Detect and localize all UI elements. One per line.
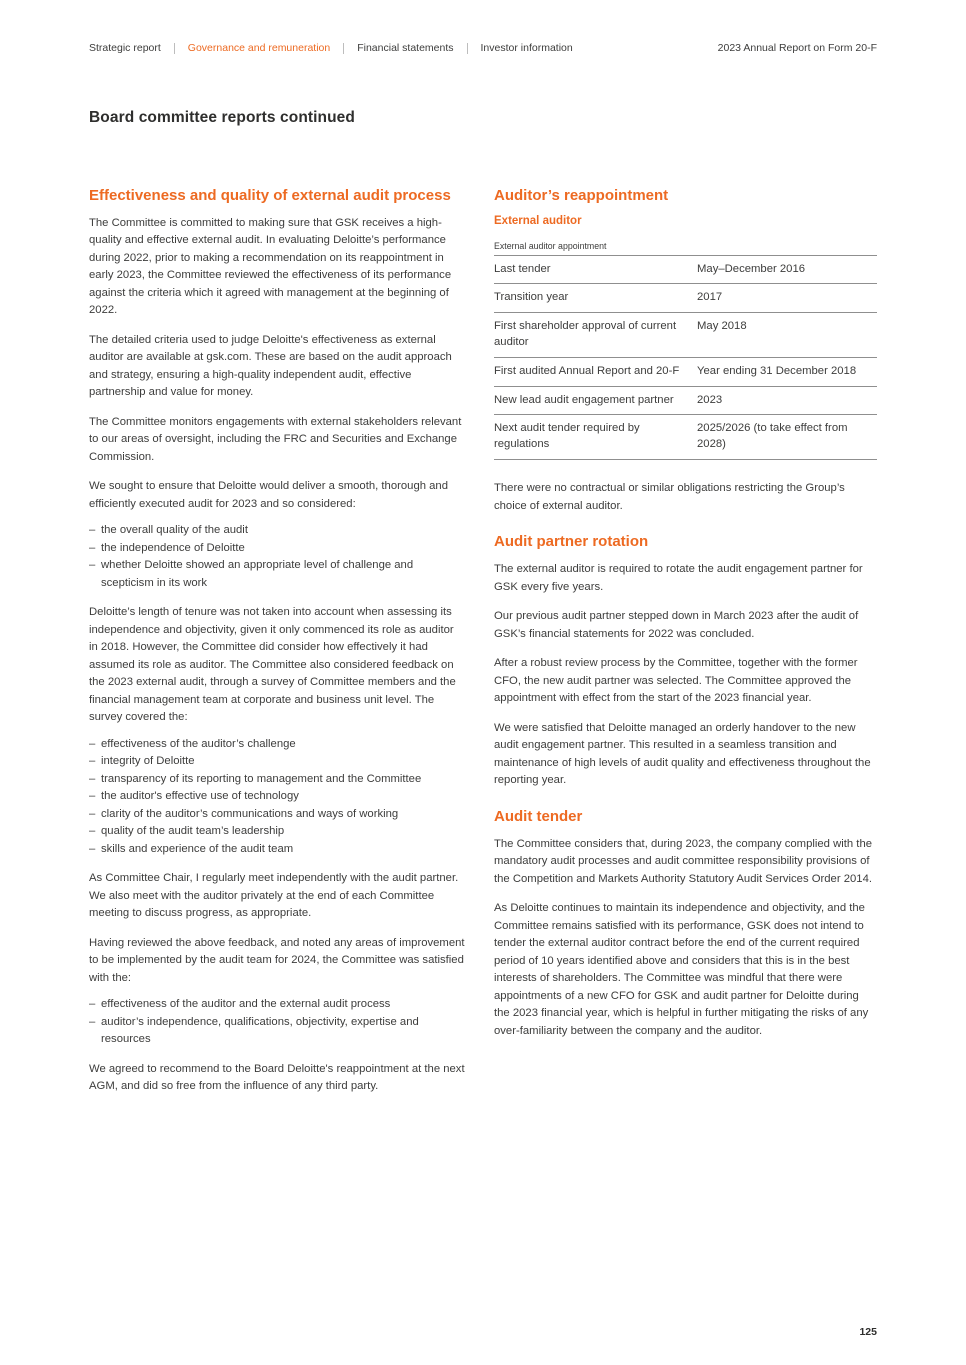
paragraph: We agreed to recommend to the Board Deloitte's reappointment at the next AGM, and did so free from the influence of any third party. [89, 1062, 465, 1093]
paragraph: Our previous audit partner stepped down in March 2023 after the audit of GSK’s financial statements for 2022 was concluded. [494, 610, 859, 640]
paragraph: Having reviewed the above feedback, and noted any areas of improvement to be implemented by the audit team for 2024, the Committee was satisfied with the: [89, 936, 465, 984]
table-row-value: 2025/2026 (to take effect from 2028) [697, 422, 848, 451]
list-item: – effectiveness of the auditor and the external audit process [89, 996, 465, 1014]
paragraph: The detailed criteria used to judge Deloitte's effectiveness as external auditor are available at gsk.com. These are based on the audit approach and strategy, ensuring a high-quality independent audit, effective partnership and value for money. [89, 333, 452, 399]
list-item: – the auditor's effective use of technology [89, 788, 465, 806]
paragraph: Deloitte’s length of tenure was not taken into account when assessing its independence and objectivity, given it only commenced its role as auditor in 2018. However, the Committee did consider how effectively it had assumed its role as auditor. The Committee also considered feedback on the 2023 external audit, through a survey of Committee members and the financial management team at corporate and business unit level. The survey covered the: [89, 606, 456, 724]
subsection-heading-external-auditor: External auditor [494, 214, 582, 227]
table-caption: External auditor appointment [494, 241, 877, 256]
bullet-list-audit-considerations [89, 522, 465, 592]
bullet-list-satisfaction [89, 996, 465, 1049]
page-title: Board committee reports continued [89, 108, 355, 126]
list-item: – the overall quality of the audit [89, 522, 465, 540]
nav-item-governance-remuneration[interactable]: Governance and remuneration [187, 42, 331, 54]
right-column [494, 185, 877, 1108]
bullet-list-survey-topics [89, 736, 465, 859]
list-item: – integrity of Deloitte [89, 753, 465, 771]
nav-item-financial-statements[interactable]: Financial statements [357, 42, 454, 54]
nav-item-investor-information[interactable]: Investor information [480, 42, 573, 54]
section-heading-audit-partner-rotation: Audit partner rotation [494, 533, 649, 551]
table-row [494, 284, 877, 313]
table-row-label: First shareholder approval of current auditor [494, 320, 677, 349]
table-row-value: Year ending 31 December 2018 [697, 364, 857, 377]
paragraph: The Committee considers that, during 2023, the company complied with the mandatory audit processes and audit committee responsibility provisions of the Competition and Markets Authority Statutory Audit Services Order 2014. [494, 837, 873, 885]
nav-separator [467, 43, 468, 54]
paragraph: We sought to ensure that Deloitte would deliver a smooth, thorough and efficiently executed audit for 2023 and so considered: [89, 480, 449, 510]
list-item: – skills and experience of the audit team [89, 841, 465, 859]
table-row [494, 358, 877, 387]
left-column [89, 185, 465, 1108]
section-heading-effectiveness: Effectiveness and quality of external audit process [89, 186, 451, 204]
paragraph: There were no contractual or similar obligations restricting the Group’s choice of external auditor. [494, 482, 845, 512]
external-auditor-appointment-table [494, 241, 877, 461]
paragraph: As Committee Chair, I regularly meet independently with the audit partner. We also meet with the auditor privately at the end of each Committee meeting to discuss progress, as appropriate. [89, 872, 459, 920]
two-column-layout [89, 185, 877, 1108]
paragraph: As Deloitte continues to maintain its independence and objectivity, and the Committee remains satisfied with its performance, GSK does not intend to tender the external auditor contract before the end of the current required period of 10 years identified above and considers that this is in the best interests of shareholders. The Committee was mindful that there were appointments of a new CFO for GSK and audit partner for Deloitte during the 2023 financial year, which is helpful in further mitigating the risks of any over-familiarity between the company and the auditor. [494, 902, 869, 1037]
table-row-label: First audited Annual Report and 20-F [494, 364, 680, 377]
list-item: – clarity of the auditor’s communications and ways of working [89, 806, 465, 824]
list-item: – effectiveness of the auditor’s challenge [89, 736, 465, 754]
table-row [494, 256, 877, 285]
top-navigation [89, 42, 877, 55]
paragraph: The external auditor is required to rotate the audit engagement partner for GSK every five years. [494, 563, 863, 593]
paragraph: After a robust review process by the Committee, together with the former CFO, the new audit partner was selected. The Committee approved the appointment with effect from the start of the 2023 financial year. [494, 657, 858, 705]
table-row-label: Last tender [494, 262, 551, 275]
section-heading-auditors-reappointment: Auditor’s reappointment [494, 186, 669, 204]
table-row-value: 2023 [697, 393, 723, 406]
list-item: – transparency of its reporting to management and the Committee [89, 771, 465, 789]
table-row-value: 2017 [697, 291, 723, 304]
list-item: – auditor’s independence, qualifications, objectivity, expertise and resources [89, 1014, 465, 1049]
list-item: – quality of the audit team’s leadership [89, 823, 465, 841]
paragraph: The Committee monitors engagements with external stakeholders relevant to our areas of oversight, including the FRC and Securities and Exchange Commission. [89, 415, 462, 463]
list-item: – the independence of Deloitte [89, 540, 465, 558]
table-row-value: May–December 2016 [697, 262, 806, 275]
table-row [494, 313, 877, 358]
table-row-label: Next audit tender required by regulations [494, 422, 640, 451]
nav-item-strategic-report[interactable]: Strategic report [89, 42, 161, 54]
table-row-label: New lead audit engagement partner [494, 393, 674, 406]
table-row-value: May 2018 [697, 320, 747, 333]
nav-separator [174, 43, 175, 54]
list-item: – whether Deloitte showed an appropriate level of challenge and scepticism in its work [89, 557, 465, 592]
table-row-label: Transition year [494, 291, 569, 304]
page-number: 125 [859, 1326, 877, 1338]
nav-separator [343, 43, 344, 54]
table-row [494, 415, 877, 460]
table-row [494, 387, 877, 416]
paragraph: We were satisfied that Deloitte managed an orderly handover to the new audit engagement partner. This resulted in a seamless transition and maintenance of high levels of audit quality and effectiveness throughout the reporting year. [494, 721, 871, 787]
section-heading-audit-tender: Audit tender [494, 807, 583, 825]
report-title: 2023 Annual Report on Form 20-F [717, 42, 877, 54]
paragraph: The Committee is committed to making sure that GSK receives a high-quality and effective external audit. In evaluating Deloitte’s performance during 2022, prior to making a recommendation on its reappointment in early 2023, the Committee reviewed the effectiveness of its performance against the criteria which it agreed with management at the beginning of 2022. [89, 216, 452, 317]
